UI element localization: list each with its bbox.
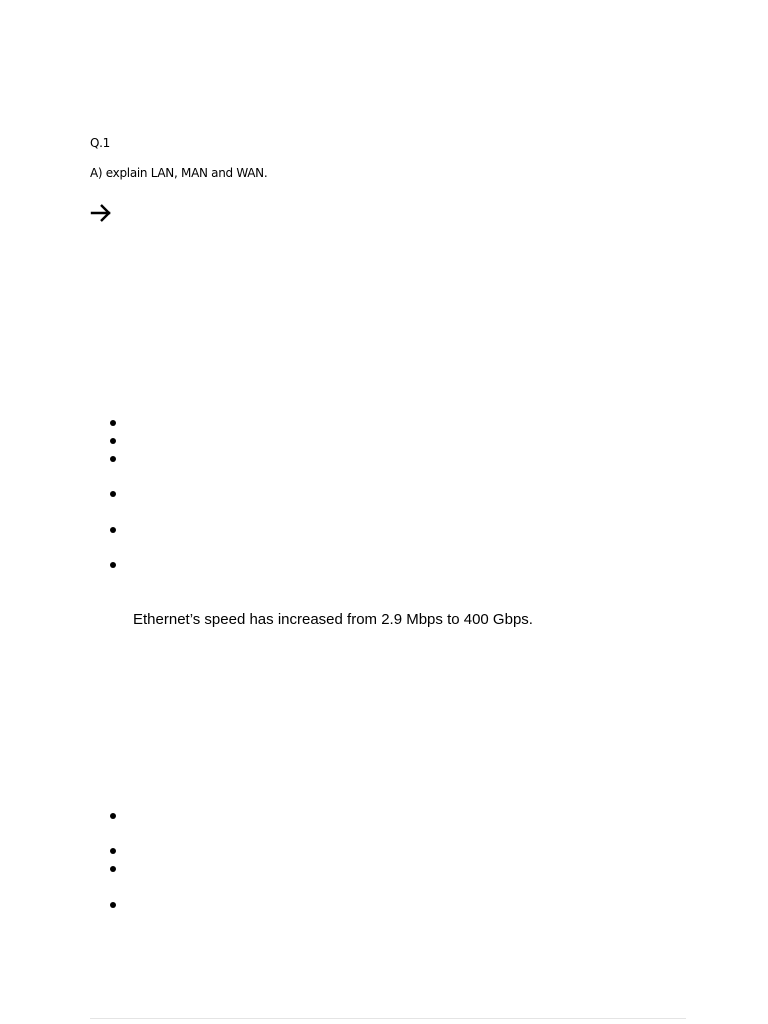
right-arrow-icon — [89, 202, 113, 224]
question-text: A) explain LAN, MAN and WAN. — [90, 166, 268, 180]
footer-divider — [90, 1018, 686, 1019]
list-bullet — [110, 902, 116, 908]
list-bullet — [110, 420, 116, 426]
ethernet-speed-text: Ethernet’s speed has increased from 2.9 Mbps to 400 Gbps. — [133, 611, 533, 628]
list-bullet — [110, 866, 116, 872]
question-number: Q.1 — [90, 136, 110, 150]
list-bullet — [110, 562, 116, 568]
list-bullet — [110, 527, 116, 533]
list-bullet — [110, 813, 116, 819]
list-bullet — [110, 848, 116, 854]
list-bullet — [110, 456, 116, 462]
list-bullet — [110, 491, 116, 497]
list-bullet — [110, 438, 116, 444]
